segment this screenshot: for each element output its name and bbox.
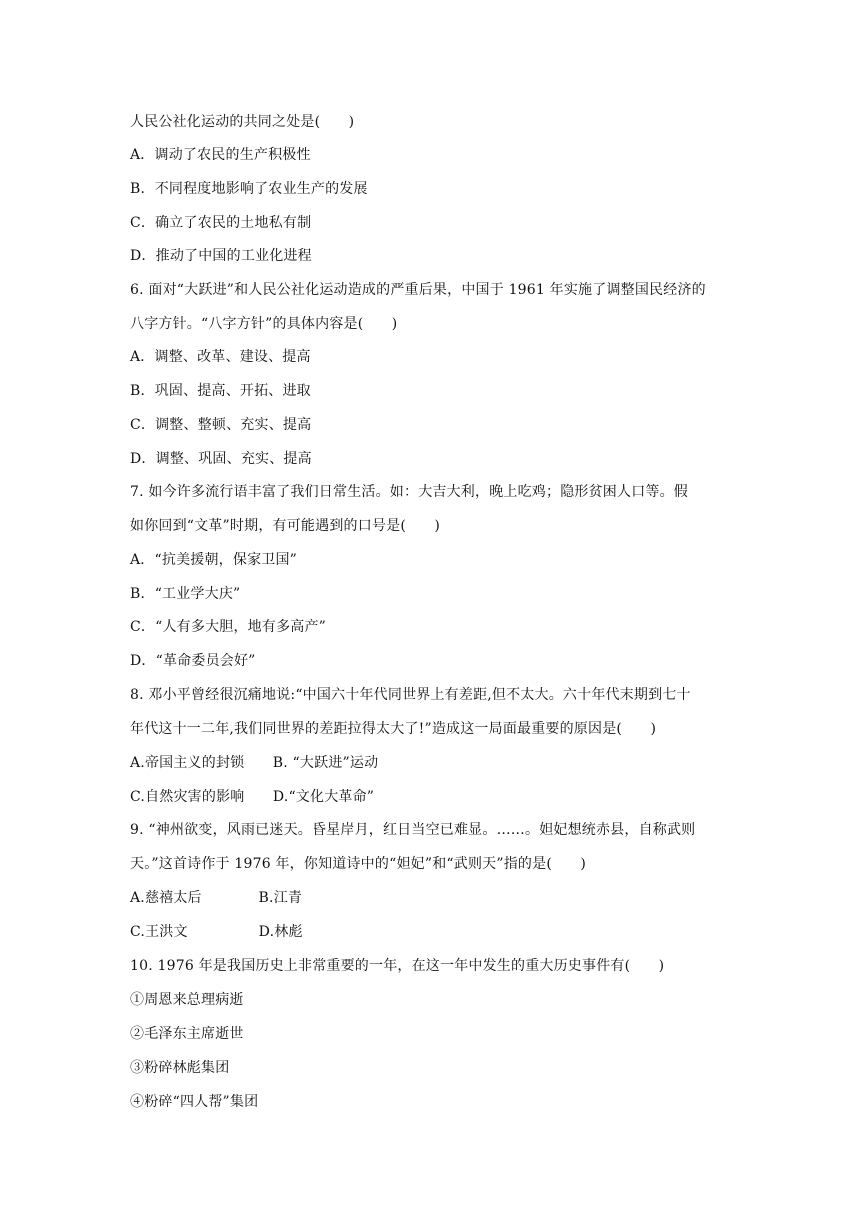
- question-6-option-c: C．调整、整顿、充实、提高: [130, 417, 312, 433]
- question-10-item-2: ②毛泽东主席逝世: [130, 1026, 244, 1042]
- question-6-option-b: B．巩固、提高、开拓、进取: [130, 383, 311, 399]
- question-7-stem-line-2: 如你回到“文革”时期，有可能遇到的口号是( ): [130, 518, 441, 534]
- question-9-stem-line-1: 9. “神州欲变，风雨已迷天。昏星岸月，红日当空已难显。……。妲妃想统赤县，自称武则: [130, 822, 696, 838]
- question-5-option-b: B．不同程度地影响了农业生产的发展: [130, 181, 368, 197]
- question-7-option-a: A．“抗美援朝，保家卫国”: [130, 552, 298, 568]
- question-7-stem-line-1: 7. 如今许多流行语丰富了我们日常生活。如：大吉大利，晚上吃鸡；隐形贫困人口等。假: [130, 484, 689, 500]
- question-10-stem: 10. 1976 年是我国历史上非常重要的一年，在这一年中发生的重大历史事件有( ): [130, 958, 665, 974]
- question-5-option-d: D．推动了中国的工业化进程: [130, 248, 312, 264]
- question-6-stem-line-2: 八字方针。“八字方针”的具体内容是( ): [130, 316, 398, 332]
- question-9-options-cd: C.王洪文 D.林彪: [130, 924, 303, 940]
- question-10-item-3: ③粉碎林彪集团: [130, 1060, 230, 1076]
- question-8-options-ab: A.帝国主义的封锁 B. “大跃进”运动: [130, 755, 379, 771]
- question-10-item-4: ④粉碎“四人帮”集团: [130, 1094, 259, 1110]
- question-6-option-a: A．调整、改革、建设、提高: [130, 349, 311, 365]
- question-6-option-d: D．调整、巩固、充实、提高: [130, 451, 312, 467]
- question-5-option-a: A．调动了农民的生产积极性: [130, 147, 311, 163]
- question-8-stem-line-1: 8. 邓小平曾经很沉痛地说:“中国六十年代同世界上有差距,但不太大。六十年代末期到七十: [130, 687, 691, 703]
- question-7-option-d: D．“革命委员会好”: [130, 653, 256, 669]
- question-9-stem-line-2: 天。”这首诗作于 1976 年，你知道诗中的“妲妃”和“武则天”指的是( ): [130, 856, 587, 872]
- question-7-option-b: B．“工业学大庆”: [130, 586, 241, 602]
- question-10-item-1: ①周恩来总理病逝: [130, 992, 244, 1008]
- question-7-option-c: C．“人有多大胆，地有多高产”: [130, 619, 327, 635]
- question-9-options-ab: A.慈禧太后 B.江青: [130, 890, 303, 906]
- question-5-option-c: C．确立了农民的土地私有制: [130, 215, 312, 231]
- question-8-stem-line-2: 年代这十一二年,我们同世界的差距拉得太大了!”造成这一局面最重要的原因是( ): [130, 721, 657, 737]
- question-6-stem-line-1: 6. 面对“大跃进”和人民公社化运动造成的严重后果，中国于 1961 年实施了调整国民经济的: [130, 282, 706, 298]
- question-5-stem-continuation: 人民公社化运动的共同之处是( ): [130, 114, 355, 130]
- question-8-options-cd: C.自然灾害的影响 D.“文化大革命”: [130, 789, 375, 805]
